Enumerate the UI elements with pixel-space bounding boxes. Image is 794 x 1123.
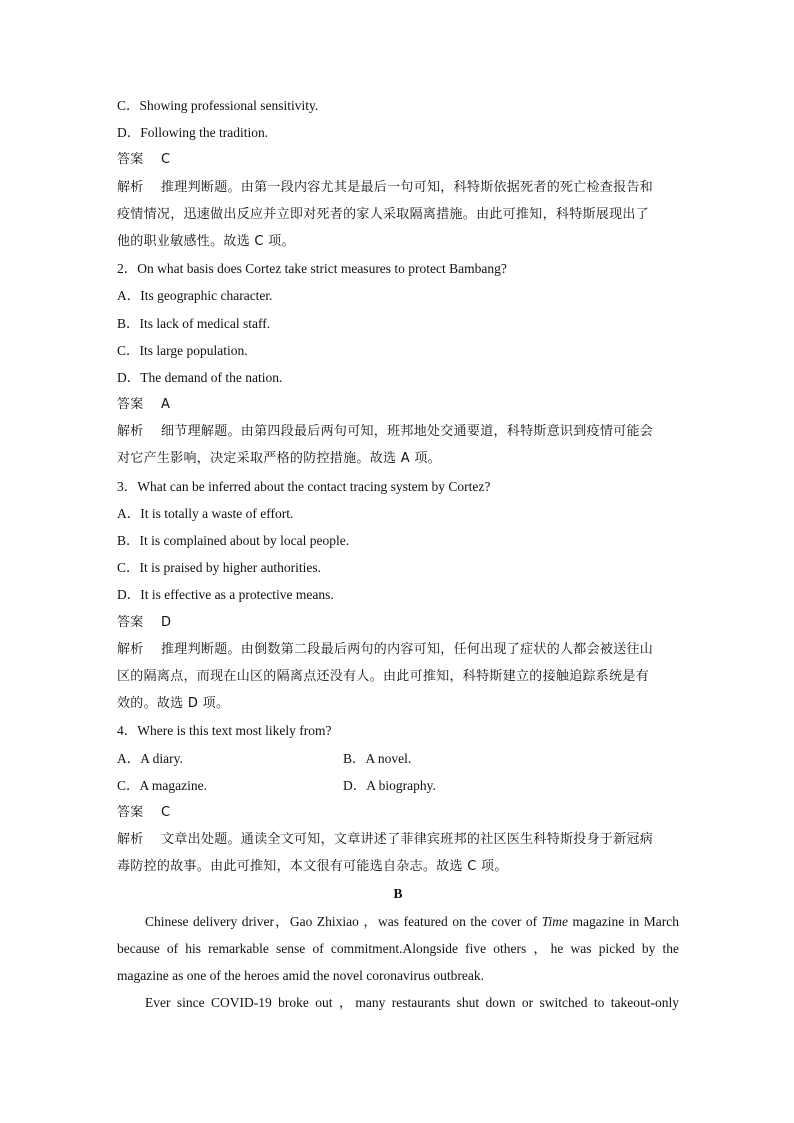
magazine-title: Time (541, 913, 568, 929)
answer-value: C (161, 152, 171, 168)
answer-value: A (161, 397, 171, 413)
answer-label: 答案 (117, 614, 144, 630)
q2-question: 2．On what basis does Cortez take strict measures to protect Bambang? (117, 261, 507, 277)
q4-question: 4．Where is this text most likely from? (117, 723, 332, 739)
answer-value: C (161, 804, 171, 820)
q4-option-c: C．A magazine. (117, 777, 207, 793)
q3-question: 3．What can be inferred about the contact tracing system by Cortez? (117, 478, 491, 494)
q1-analysis-line-1 (117, 174, 679, 201)
document-page (117, 92, 679, 1016)
passage-b-p1-line-3: magazine as one of the heroes amid the novel coronavirus outbreak. (117, 968, 484, 983)
q2-option-c: C．Its large population. (117, 342, 248, 358)
q4-option-b: B．A novel. (343, 750, 412, 766)
q3-answer (117, 609, 679, 636)
answer-label: 答案 (117, 397, 144, 413)
analysis-label: 解析 (117, 179, 144, 195)
q2-option-d: D．The demand of the nation. (117, 369, 283, 385)
analysis-label: 解析 (117, 641, 144, 657)
q3-analysis-line-2: 区的隔离点，而现在山区的隔离点还没有人。由此可推知，科特斯建立的接触追踪系统是有 (117, 668, 650, 684)
analysis-text: 推理判断题。由倒数第二段最后两句的内容可知，任何出现了症状的人都会被送往山 (161, 641, 654, 657)
analysis-text: 推理判断题。由第一段内容尤其是最后一句可知，科特斯依据死者的死亡检查报告和 (161, 179, 654, 195)
q4-analysis-line-2: 毒防控的故事。由此可推知，本文很有可能选自杂志。故选 C 项。 (117, 859, 508, 875)
q4-option-d: D．A biography. (343, 777, 436, 793)
p1-text-before: Chinese delivery driver，Gao Zhixiao ，was featured on the cover of (145, 913, 542, 929)
q4-options-row-1 (117, 745, 679, 772)
q2-analysis-line-1 (117, 418, 679, 445)
analysis-text: 文章出处题。通读全文可知，文章讲述了菲律宾班邦的社区医生科特斯投身于新冠病 (161, 832, 654, 848)
q4-analysis-line-1 (117, 826, 679, 853)
analysis-text: 细节理解题。由第四段最后两句可知，班邦地处交通要道，科特斯意识到疫情可能会 (161, 424, 654, 440)
q1-option-c: C．Showing professional sensitivity. (117, 98, 319, 113)
p1-text-after: magazine in March (567, 913, 680, 929)
answer-value: D (161, 614, 172, 630)
q3-option-d: D．It is effective as a protective means. (117, 587, 334, 603)
q1-answer (117, 146, 679, 173)
section-heading: B (393, 886, 403, 902)
analysis-label: 解析 (117, 424, 144, 440)
q2-analysis-line-2: 对它产生影响，决定采取严格的防控措施。故选 A 项。 (117, 451, 441, 467)
passage-b-p1-line-2: because of his remarkable sense of commitment.Alongside five others ，he was picked by the (117, 940, 679, 956)
q3-analysis-line-3: 效的。故选 D 项。 (117, 696, 230, 712)
passage-b-p2-line-1: Ever since COVID-19 broke out ，many restaurants shut down or switched to takeout-only (145, 995, 679, 1011)
q3-option-c: C．It is praised by higher authorities. (117, 560, 321, 576)
q3-analysis-line-1 (117, 636, 679, 663)
passage-b-p1-line-1 (117, 908, 679, 935)
q2-answer (117, 391, 679, 418)
q3-option-b: B．It is complained about by local people. (117, 533, 350, 548)
q4-option-a: A．A diary. (117, 750, 183, 766)
q4-options-row-2 (117, 772, 679, 799)
q2-option-a: A．Its geographic character. (117, 288, 273, 304)
q4-answer (117, 799, 679, 826)
answer-label: 答案 (117, 152, 144, 168)
q3-option-a: A．It is totally a waste of effort. (117, 505, 294, 521)
answer-label: 答案 (117, 804, 144, 820)
q1-analysis-line-2: 疫情情况，迅速做出反应并立即对死者的家人采取隔离措施。由此可推知，科特斯展现出了 (117, 206, 650, 222)
q1-option-d: D．Following the tradition. (117, 125, 269, 141)
q1-analysis-line-3: 他的职业敏感性。故选 C 项。 (117, 233, 295, 249)
analysis-label: 解析 (117, 832, 144, 848)
q2-option-b: B．Its lack of medical staff. (117, 315, 271, 331)
